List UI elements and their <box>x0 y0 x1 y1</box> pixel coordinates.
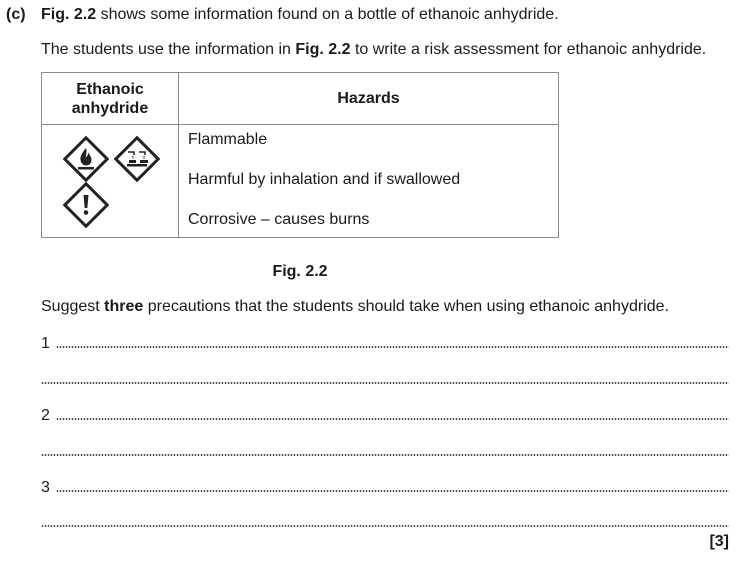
question-prompt-text: Suggest <box>41 298 105 315</box>
hazard-item: Corrosive – causes burns <box>188 211 370 228</box>
flammable-icon <box>63 136 109 182</box>
question-prompt-text-end: precautions that the students should take when using ethanoic anhydride. <box>143 298 669 315</box>
answer-number: 2 <box>41 407 50 424</box>
corrosive-icon <box>114 136 160 182</box>
exclamation-mark-icon <box>63 182 109 228</box>
hazard-table <box>41 72 559 238</box>
hazards-cell <box>179 125 559 238</box>
substance-header <box>42 73 179 125</box>
answer-number: 1 <box>41 335 50 352</box>
marks-label: [3] <box>709 533 729 550</box>
answer-line[interactable] <box>56 418 729 420</box>
answer-line[interactable] <box>56 346 729 348</box>
table-row <box>42 125 559 238</box>
answer-line[interactable] <box>41 382 729 384</box>
answer-line[interactable] <box>41 525 729 527</box>
figure-caption: Fig. 2.2 <box>272 263 328 280</box>
fig-reference: Fig. 2.2 <box>41 6 97 23</box>
question-part-label: (c) <box>6 6 26 23</box>
table-header-row <box>42 73 559 125</box>
question-context-text: The students use the information in <box>41 41 296 58</box>
answer-number: 3 <box>41 479 50 496</box>
answer-line[interactable] <box>56 490 729 492</box>
pictogram-cell <box>42 125 179 238</box>
answer-line[interactable] <box>41 454 729 456</box>
question-intro <box>41 6 559 24</box>
substance-header-line2: anhydride <box>71 99 149 117</box>
question-context <box>41 41 706 59</box>
hazard-item: Flammable <box>188 131 268 148</box>
fig-reference: Fig. 2.2 <box>295 41 351 58</box>
hazards-header: Hazards <box>179 73 559 125</box>
question-prompt <box>41 298 669 316</box>
substance-header-line1: Ethanoic <box>76 80 144 98</box>
hazard-item: Harmful by inhalation and if swallowed <box>188 171 461 188</box>
question-context-text-end: to write a risk assessment for ethanoic anhydride. <box>350 41 707 58</box>
emphasis-word: three <box>104 298 144 315</box>
question-intro-text: shows some information found on a bottle of ethanoic anhydride. <box>96 6 559 23</box>
